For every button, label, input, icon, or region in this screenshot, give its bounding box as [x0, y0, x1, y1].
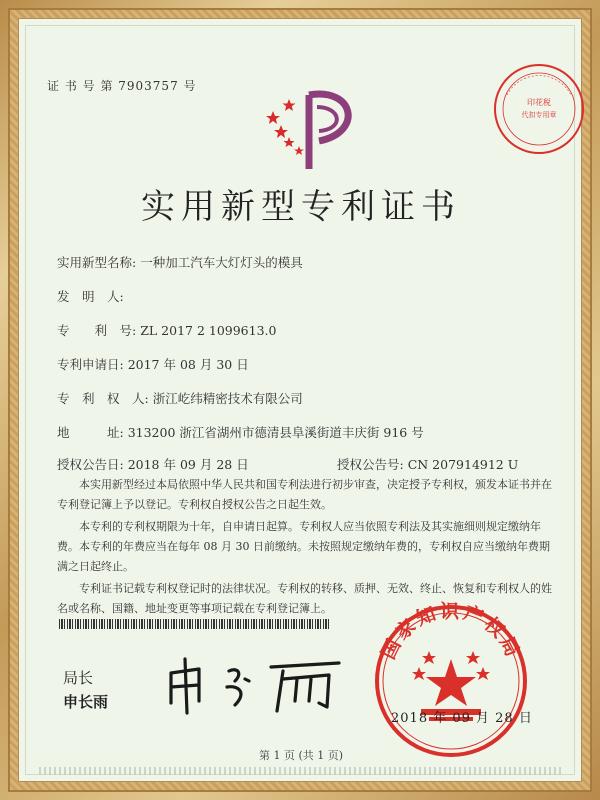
svg-text:国家知识产权局: 国家知识产权局 — [377, 601, 525, 663]
page-indicator: 第 1 页 (共 1 页) — [258, 749, 344, 762]
field-label: 专 利 权 人: — [57, 391, 149, 406]
body-paragraph: 本专利的专利权期限为十年，自申请日起算。专利权人应当依照专利法及其实施细则规定缴纳年费。本专利的年费应当在每年 08 月 30 日前缴纳。未按照规定缴纳年费的，专利权自应当缴纳年费期满之日起终止。 — [57, 520, 550, 573]
field-label: 专 利 号: — [57, 323, 137, 338]
announcement-number-value: CN 207914912 U — [407, 457, 519, 472]
announcement-date-value: 2018 年 09 月 28 日 — [127, 457, 249, 472]
announcement-row — [57, 455, 249, 473]
field-address — [57, 423, 424, 441]
field-label: 专利申请日: — [57, 357, 124, 372]
field-patent-number — [57, 321, 276, 339]
svg-text:代扣专用章: 代扣专用章 — [521, 111, 557, 119]
stamp-duty-seal-icon — [489, 59, 589, 159]
patent-office-logo-icon — [259, 77, 369, 177]
barcode — [59, 619, 329, 629]
certificate-paper — [18, 18, 582, 782]
field-value: 2017 年 08 月 30 日 — [127, 357, 249, 372]
field-value: 浙江屹纬精密技术有限公司 — [152, 391, 303, 406]
announcement-date-label: 授权公告日: — [57, 457, 124, 472]
body-paragraph: 本实用新型经过本局依照中华人民共和国专利法进行初步审查，决定授予专利权，颁发本证书并在专利登记簿上予以登记。专利权自授权公告之日起生效。 — [57, 478, 552, 511]
certificate-number: 证 书 号 第 7903757 号 — [47, 79, 197, 93]
field-inventor — [57, 287, 128, 305]
field-patentee — [57, 389, 303, 407]
field-value: ZL 2017 2 1099613.0 — [140, 323, 277, 338]
field-label: 地 址: — [57, 425, 124, 440]
field-application-date — [57, 355, 249, 373]
field-value: 一种加工汽车大灯灯头的模具 — [140, 255, 303, 270]
announcement-number-row — [337, 455, 518, 473]
director-name: 申长雨 — [63, 693, 109, 711]
field-label: 实用新型名称: — [57, 255, 137, 270]
handwritten-signature-icon — [159, 651, 359, 721]
security-band — [39, 767, 561, 775]
field-value: 313200 浙江省湖州市德清县阜溪街道丰庆街 916 号 — [127, 425, 424, 440]
announcement-number-label: 授权公告号: — [337, 457, 404, 472]
svg-text:印花税: 印花税 — [527, 98, 551, 107]
body-paragraph: 专利证书记载专利权登记时的法律状况。专利权的转移、质押、无效、终止、恢复和专利权人的姓名或名称、国籍、地址变更等事项记载在专利登记簿上。 — [57, 582, 552, 615]
certificate-body-text — [57, 475, 557, 621]
field-label: 发 明 人: — [57, 289, 124, 304]
director-title: 局长 — [63, 669, 94, 687]
state-ip-office-seal-icon — [371, 601, 531, 761]
certificate-title: 实用新型专利证书 — [141, 187, 461, 227]
field-utility-model-name — [57, 253, 303, 271]
seal-date: 2018 年 09 月 28 日 — [391, 711, 533, 726]
